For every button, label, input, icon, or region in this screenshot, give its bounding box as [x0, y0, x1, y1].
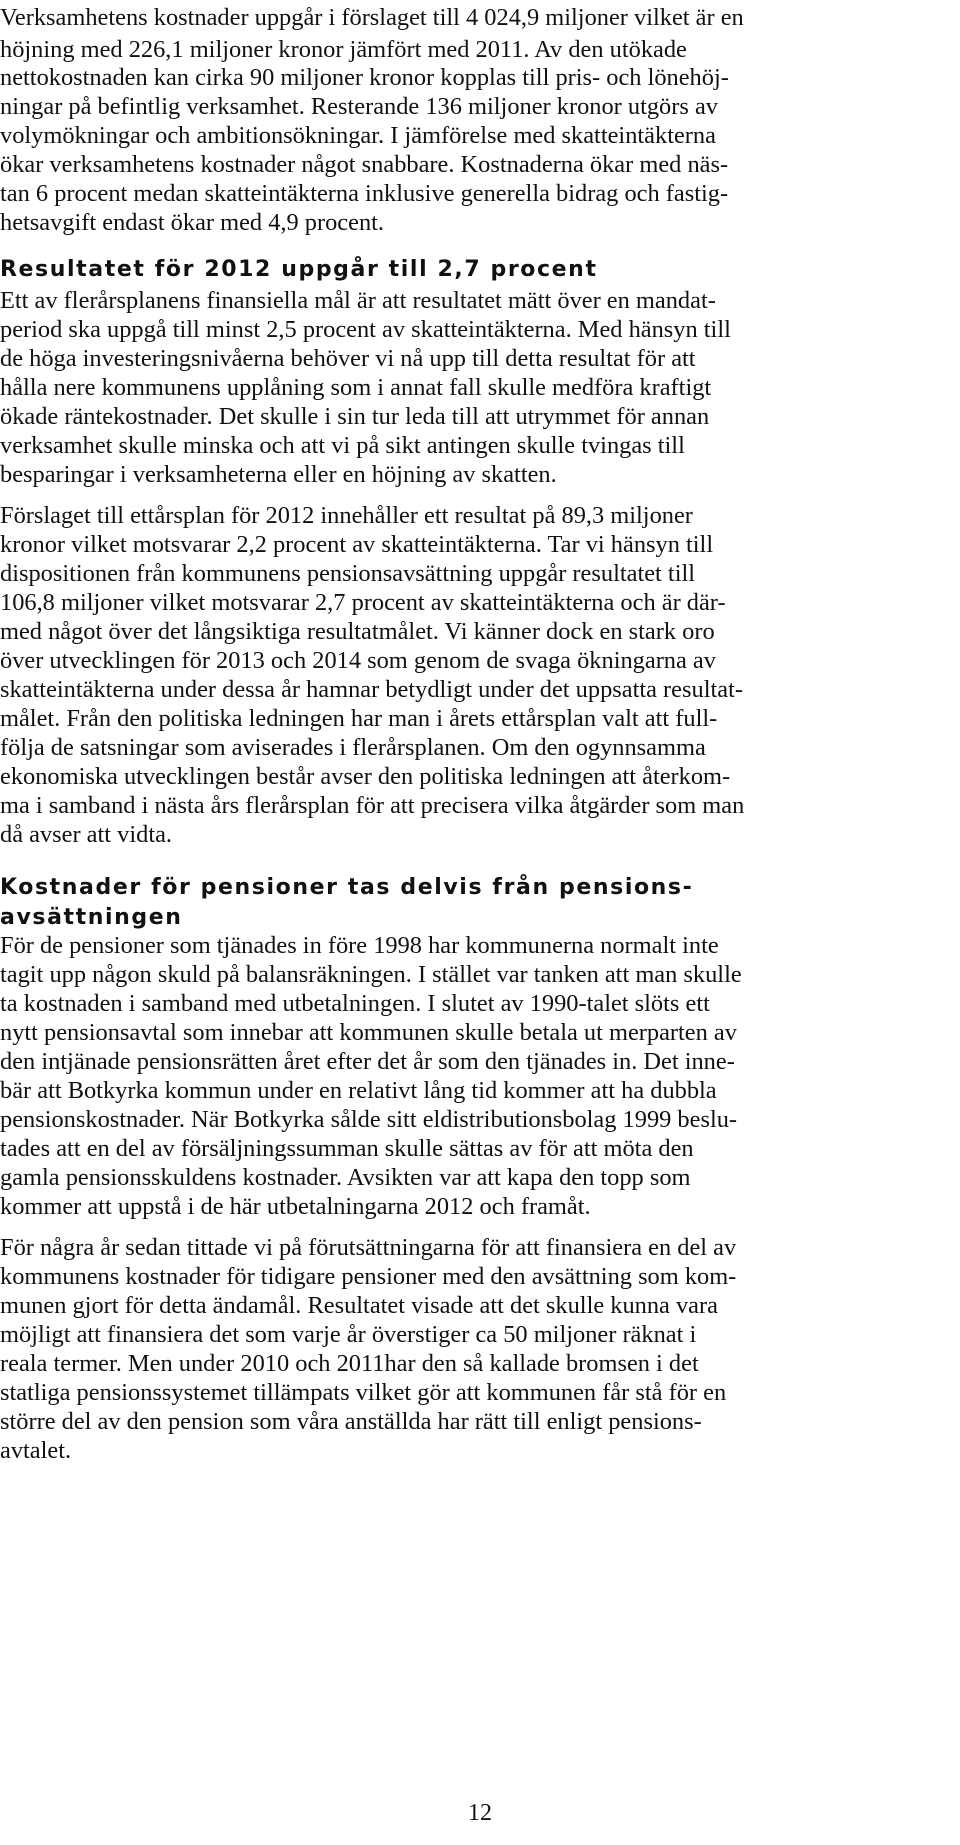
page-number: 12: [468, 1800, 492, 1826]
text-line: skatteintäkterna under dessa år hamnar betydligt under det uppsatta resultat-: [0, 676, 743, 703]
text-line: Ett av flerårsplanens finansiella mål är att resultatet mätt över en mandat-: [0, 287, 716, 314]
text-line: med något över det långsiktiga resultatmålet. Vi känner dock en stark oro: [0, 618, 715, 645]
section-heading-pension-cont: avsättningen: [0, 905, 183, 930]
text-line: statliga pensionssystemet tillämpats vilket gör att kommunen får stå för en: [0, 1379, 727, 1406]
text-line: reala termer. Men under 2010 och 2011har den så kallade bromsen i det: [0, 1350, 699, 1377]
text-line: målet. Från den politiska ledningen har man i årets ettårsplan valt att full-: [0, 705, 718, 732]
text-line: kommer att uppstå i de här utbetalningarna 2012 och framåt.: [0, 1193, 591, 1220]
text-line: hetsavgift endast ökar med 4,9 procent.: [0, 209, 385, 236]
text-line: större del av den pension som våra anställda har rätt till enligt pensions-: [0, 1408, 702, 1435]
text-line: 106,8 miljoner vilket motsvarar 2,7 procent av skatteintäkterna och är där-: [0, 589, 726, 616]
text-line: volymökningar och ambitionsökningar. I jämförelse med skatteintäkterna: [0, 122, 716, 149]
text-line: ökade räntekostnader. Det skulle i sin tur leda till att utrymmet för annan: [0, 403, 710, 430]
text-line: över utvecklingen för 2013 och 2014 som genom de svaga ökningarna av: [0, 647, 716, 674]
text-line: då avser att vidta.: [0, 821, 173, 848]
text-line: höjning med 226,1 miljoner kronor jämfört med 2011. Av den utökade: [0, 36, 687, 63]
text-line: munen gjort för detta ändamål. Resultatet visade att det skulle kunna vara: [0, 1292, 718, 1319]
text-line: hålla nere kommunens upplåning som i annat fall skulle medföra kraftigt: [0, 374, 712, 401]
text-line: nytt pensionsavtal som innebar att kommunen skulle betala ut merparten av: [0, 1019, 737, 1046]
text-line: ningar på befintlig verksamhet. Resterande 136 miljoner kronor utgörs av: [0, 93, 718, 120]
text-line: Verksamhetens kostnader uppgår i förslaget till 4 024,9 miljoner vilket är en: [0, 4, 744, 31]
text-line: ekonomiska utvecklingen består avser den politiska ledningen att återkom-: [0, 763, 731, 790]
section-heading-resultat: Resultatet för 2012 uppgår till 2,7 procent: [0, 257, 598, 282]
text-line: kommunens kostnader för tidigare pensioner med den avsättning som kom-: [0, 1263, 737, 1290]
text-line: pensionskostnader. När Botkyrka sålde sitt eldistributionsbolag 1999 beslu-: [0, 1106, 738, 1133]
text-line: den intjänade pensionsrätten året efter det år som den tjänades in. Det inne-: [0, 1048, 735, 1075]
text-line: tan 6 procent medan skatteintäkterna inklusive generella bidrag och fastig-: [0, 180, 729, 207]
text-line: tades att en del av försäljningssumman skulle sättas av för att möta den: [0, 1135, 694, 1162]
text-line: besparingar i verksamheterna eller en höjning av skatten.: [0, 461, 557, 488]
text-line: följa de satsningar som aviserades i flerårsplanen. Om den ogynnsamma: [0, 734, 706, 761]
text-line: gamla pensionsskuldens kostnader. Avsikten var att kapa den topp som: [0, 1164, 691, 1191]
text-line: dispositionen från kommunens pensionsavsättning uppgår resultatet till: [0, 560, 696, 587]
text-line: Förslaget till ettårsplan för 2012 innehåller ett resultat på 89,3 miljoner: [0, 502, 693, 529]
text-line: avtalet.: [0, 1437, 72, 1464]
text-line: period ska uppgå till minst 2,5 procent av skatteintäkterna. Med hänsyn till: [0, 316, 731, 343]
text-line: kronor vilket motsvarar 2,2 procent av skatteintäkterna. Tar vi hänsyn till: [0, 531, 714, 558]
text-line: bär att Botkyrka kommun under en relativt lång tid kommer att ha dubbla: [0, 1077, 717, 1104]
text-line: För några år sedan tittade vi på förutsättningarna för att finansiera en del av: [0, 1234, 737, 1261]
text-line: ta kostnaden i samband med utbetalningen. I slutet av 1990-talet slöts ett: [0, 990, 710, 1017]
text-line: ma i samband i nästa års flerårsplan för att precisera vilka åtgärder som man: [0, 792, 745, 819]
text-line: verksamhet skulle minska och att vi på sikt antingen skulle tvingas till: [0, 432, 685, 459]
section-heading-pension: Kostnader för pensioner tas delvis från pensions-: [0, 875, 694, 900]
text-line: de höga investeringsnivåerna behöver vi nå upp till detta resultat för att: [0, 345, 696, 372]
text-line: möjligt att finansiera det som varje år överstiger ca 50 miljoner räknat i: [0, 1321, 697, 1348]
text-line: nettokostnaden kan cirka 90 miljoner kronor kopplas till pris- och lönehöj-: [0, 64, 729, 91]
text-line: tagit upp någon skuld på balansräkningen. I stället var tanken att man skulle: [0, 961, 742, 988]
text-line: ökar verksamhetens kostnader något snabbare. Kostnaderna ökar med näs-: [0, 151, 729, 178]
text-line: För de pensioner som tjänades in före 1998 har kommunerna normalt inte: [0, 932, 719, 959]
